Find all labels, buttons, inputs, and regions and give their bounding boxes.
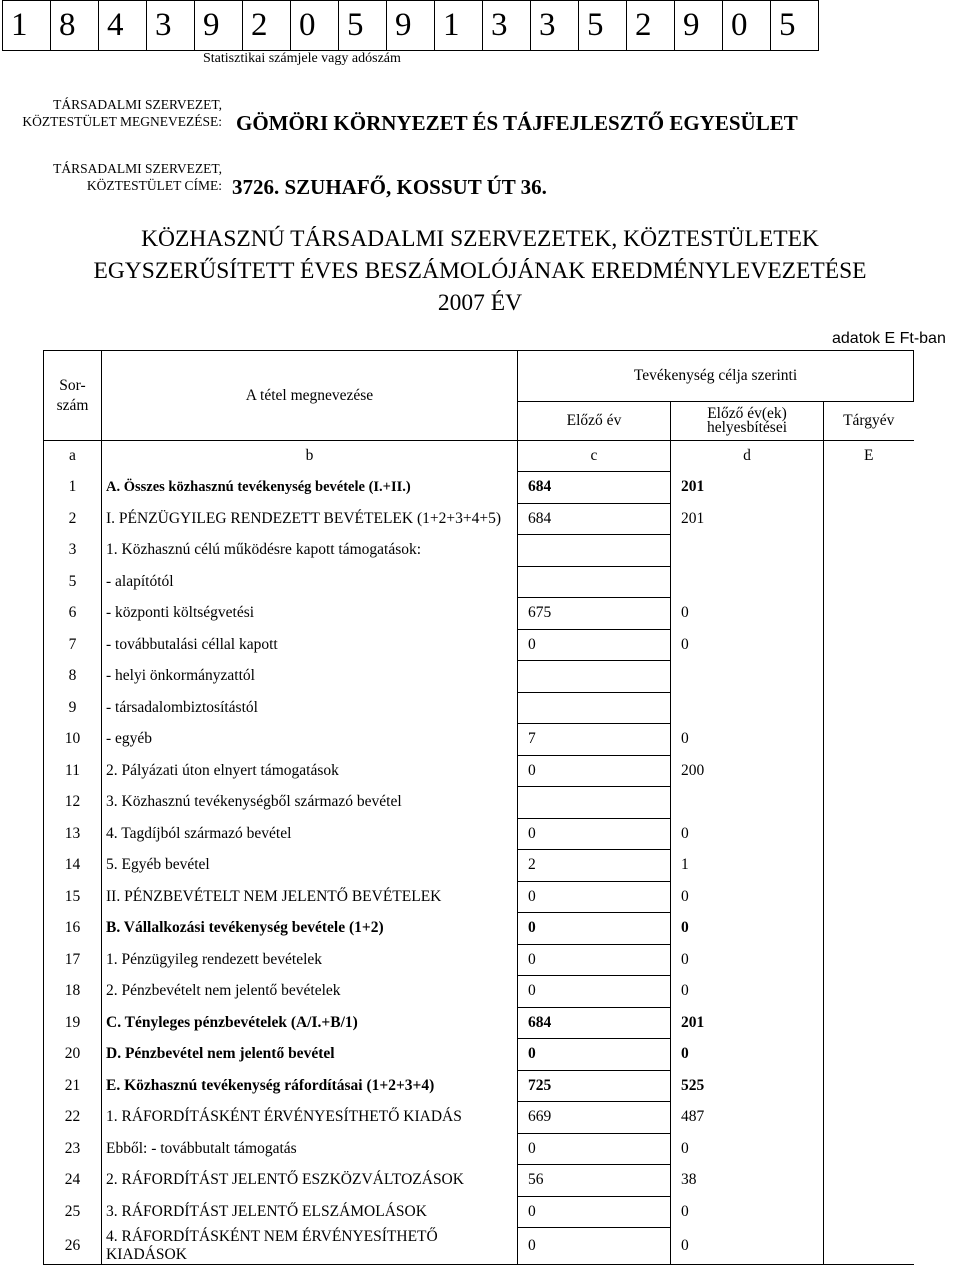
table-row bbox=[44, 598, 914, 630]
tax-digit: 1 bbox=[435, 1, 483, 50]
row-number: 16 bbox=[44, 913, 102, 945]
org-name-label: TÁRSADALMI SZERVEZET, KÖZTESTÜLET MEGNEVEZÉSE: bbox=[22, 97, 222, 129]
row-label: - alapítótól bbox=[102, 566, 518, 598]
row-previous-year: 0 bbox=[518, 818, 671, 850]
row-number: 18 bbox=[44, 976, 102, 1008]
row-label: II. PÉNZBEVÉTELT NEM JELENTŐ BEVÉTELEK bbox=[102, 881, 518, 913]
column-letter: E bbox=[824, 441, 914, 472]
table-row bbox=[44, 1228, 914, 1265]
row-label: 3. Közhasznú tevékenységből származó bevétel bbox=[102, 787, 518, 819]
row-previous-year: 0 bbox=[518, 881, 671, 913]
table-row bbox=[44, 976, 914, 1008]
row-number: 8 bbox=[44, 661, 102, 693]
table-row bbox=[44, 1102, 914, 1134]
row-label: - továbbutalási céllal kapott bbox=[102, 629, 518, 661]
row-number: 3 bbox=[44, 535, 102, 567]
row-previous-year: 0 bbox=[518, 1228, 671, 1265]
row-number: 23 bbox=[44, 1133, 102, 1165]
row-previous-year: 0 bbox=[518, 629, 671, 661]
row-number: 15 bbox=[44, 881, 102, 913]
row-label: 2. RÁFORDÍTÁST JELENTŐ ESZKÖZVÁLTOZÁSOK bbox=[102, 1165, 518, 1197]
row-current-year bbox=[824, 1007, 914, 1039]
row-current-year bbox=[824, 629, 914, 661]
row-previous-year: 675 bbox=[518, 598, 671, 630]
table-row bbox=[44, 1039, 914, 1071]
row-current-year bbox=[824, 818, 914, 850]
row-label: 4. Tagdíjból származó bevétel bbox=[102, 818, 518, 850]
tax-digit: 3 bbox=[147, 1, 195, 50]
row-current-year bbox=[824, 1102, 914, 1134]
header-row-number: Sor- szám bbox=[44, 351, 102, 441]
row-label: - társadalombiztosítástól bbox=[102, 692, 518, 724]
row-label: - központi költségvetési bbox=[102, 598, 518, 630]
row-corrections: 201 bbox=[671, 1007, 824, 1039]
row-corrections bbox=[671, 661, 824, 693]
table-row bbox=[44, 944, 914, 976]
org-address: 3726. SZUHAFŐ, KOSSUT ÚT 36. bbox=[232, 175, 547, 199]
tax-digit: 5 bbox=[579, 1, 627, 50]
table-row bbox=[44, 1165, 914, 1197]
table-row bbox=[44, 818, 914, 850]
row-label: 5. Egyéb bevétel bbox=[102, 850, 518, 882]
row-previous-year: 56 bbox=[518, 1165, 671, 1197]
row-current-year bbox=[824, 598, 914, 630]
row-current-year bbox=[824, 692, 914, 724]
row-label: A. Összes közhasznú tevékenység bevétele (I.+II.) bbox=[102, 472, 518, 504]
row-label: - egyéb bbox=[102, 724, 518, 756]
row-previous-year: 669 bbox=[518, 1102, 671, 1134]
row-corrections: 525 bbox=[671, 1070, 824, 1102]
row-corrections: 0 bbox=[671, 1228, 824, 1265]
row-corrections: 0 bbox=[671, 881, 824, 913]
row-current-year bbox=[824, 503, 914, 535]
row-corrections: 0 bbox=[671, 976, 824, 1008]
row-previous-year: 0 bbox=[518, 913, 671, 945]
row-corrections bbox=[671, 692, 824, 724]
row-corrections: 0 bbox=[671, 629, 824, 661]
column-letter: a bbox=[44, 441, 102, 472]
row-label: 2. Pályázati úton elnyert támogatások bbox=[102, 755, 518, 787]
row-corrections: 200 bbox=[671, 755, 824, 787]
row-current-year bbox=[824, 850, 914, 882]
tax-digit: 9 bbox=[195, 1, 243, 50]
row-corrections: 0 bbox=[671, 1196, 824, 1228]
table-row bbox=[44, 881, 914, 913]
row-current-year bbox=[824, 944, 914, 976]
tax-digit: 0 bbox=[291, 1, 339, 50]
row-number: 26 bbox=[44, 1228, 102, 1265]
row-current-year bbox=[824, 755, 914, 787]
tax-digit: 9 bbox=[387, 1, 435, 50]
table-row bbox=[44, 755, 914, 787]
table-row bbox=[44, 1007, 914, 1039]
unit-note: adatok E Ft-ban bbox=[832, 330, 946, 347]
row-previous-year: 684 bbox=[518, 1007, 671, 1039]
row-current-year bbox=[824, 1228, 914, 1265]
row-label: B. Vállalkozási tevékenység bevétele (1+2) bbox=[102, 913, 518, 945]
row-label: 1. RÁFORDÍTÁSKÉNT ÉRVÉNYESÍTHETŐ KIADÁS bbox=[102, 1102, 518, 1134]
header-current-year: Tárgyév bbox=[824, 402, 914, 441]
row-current-year bbox=[824, 472, 914, 504]
row-corrections: 1 bbox=[671, 850, 824, 882]
row-number: 12 bbox=[44, 787, 102, 819]
table-row bbox=[44, 692, 914, 724]
row-label: Ebből: - továbbutalt támogatás bbox=[102, 1133, 518, 1165]
row-previous-year: 684 bbox=[518, 503, 671, 535]
header-corrections: Előző év(ek) helyesbítései bbox=[671, 402, 824, 441]
row-current-year bbox=[824, 566, 914, 598]
row-current-year bbox=[824, 1070, 914, 1102]
row-corrections: 0 bbox=[671, 913, 824, 945]
column-letter: c bbox=[518, 441, 671, 472]
header-item-name: A tétel megnevezése bbox=[102, 351, 518, 441]
row-previous-year: 684 bbox=[518, 472, 671, 504]
tax-number-caption: Statisztikai számjele vagy adószám bbox=[203, 51, 401, 66]
row-number: 14 bbox=[44, 850, 102, 882]
tax-digit: 5 bbox=[339, 1, 387, 50]
tax-digit: 2 bbox=[627, 1, 675, 50]
row-previous-year: 0 bbox=[518, 755, 671, 787]
row-previous-year: 725 bbox=[518, 1070, 671, 1102]
tax-digit: 1 bbox=[3, 1, 51, 50]
header-letters-row bbox=[44, 441, 914, 472]
row-current-year bbox=[824, 661, 914, 693]
row-previous-year: 7 bbox=[518, 724, 671, 756]
row-current-year bbox=[824, 1133, 914, 1165]
row-number: 22 bbox=[44, 1102, 102, 1134]
table-row bbox=[44, 913, 914, 945]
tax-digit: 0 bbox=[723, 1, 771, 50]
row-label: 4. RÁFORDÍTÁSKÉNT NEM ÉRVÉNYESÍTHETŐ KIADÁSOK bbox=[102, 1228, 518, 1265]
row-number: 17 bbox=[44, 944, 102, 976]
row-current-year bbox=[824, 913, 914, 945]
tax-digit: 3 bbox=[531, 1, 579, 50]
row-label: C. Tényleges pénzbevételek (A/I.+B/1) bbox=[102, 1007, 518, 1039]
row-previous-year: 0 bbox=[518, 976, 671, 1008]
header-group: Tevékenység célja szerinti bbox=[518, 351, 914, 402]
row-current-year bbox=[824, 976, 914, 1008]
table-row bbox=[44, 629, 914, 661]
row-number: 1 bbox=[44, 472, 102, 504]
row-previous-year: 0 bbox=[518, 1039, 671, 1071]
row-previous-year bbox=[518, 692, 671, 724]
row-number: 13 bbox=[44, 818, 102, 850]
row-previous-year: 0 bbox=[518, 944, 671, 976]
row-corrections: 201 bbox=[671, 503, 824, 535]
row-corrections bbox=[671, 566, 824, 598]
row-label: E. Közhasznú tevékenység ráfordításai (1+2+3+4) bbox=[102, 1070, 518, 1102]
table-row bbox=[44, 724, 914, 756]
header-previous-year: Előző év bbox=[518, 402, 671, 441]
table-row bbox=[44, 661, 914, 693]
table-row bbox=[44, 472, 914, 504]
table-row bbox=[44, 787, 914, 819]
tax-digit: 9 bbox=[675, 1, 723, 50]
table-row bbox=[44, 503, 914, 535]
table-row bbox=[44, 1196, 914, 1228]
column-letter: b bbox=[102, 441, 518, 472]
tax-digit: 3 bbox=[483, 1, 531, 50]
row-number: 19 bbox=[44, 1007, 102, 1039]
row-number: 20 bbox=[44, 1039, 102, 1071]
table-row bbox=[44, 1133, 914, 1165]
row-previous-year: 0 bbox=[518, 1133, 671, 1165]
row-corrections: 0 bbox=[671, 724, 824, 756]
table-row bbox=[44, 535, 914, 567]
row-number: 24 bbox=[44, 1165, 102, 1197]
table-row bbox=[44, 566, 914, 598]
row-number: 9 bbox=[44, 692, 102, 724]
row-current-year bbox=[824, 724, 914, 756]
row-current-year bbox=[824, 881, 914, 913]
row-corrections bbox=[671, 535, 824, 567]
row-number: 2 bbox=[44, 503, 102, 535]
row-number: 21 bbox=[44, 1070, 102, 1102]
row-corrections: 0 bbox=[671, 818, 824, 850]
row-label: I. PÉNZÜGYILEG RENDEZETT BEVÉTELEK (1+2+3+4+5) bbox=[102, 503, 518, 535]
page-title: KÖZHASZNÚ TÁRSADALMI SZERVEZETEK, KÖZTESTÜLETEK EGYSZERŰSÍTETT ÉVES BESZÁMOLÓJÁNAK EREDMÉNYLEVEZETÉSE 2007 ÉV bbox=[93, 226, 867, 316]
row-corrections: 0 bbox=[671, 598, 824, 630]
row-previous-year bbox=[518, 535, 671, 567]
row-label: - helyi önkormányzattól bbox=[102, 661, 518, 693]
row-corrections: 201 bbox=[671, 472, 824, 504]
row-number: 7 bbox=[44, 629, 102, 661]
row-label: 3. RÁFORDÍTÁST JELENTŐ ELSZÁMOLÁSOK bbox=[102, 1196, 518, 1228]
row-number: 25 bbox=[44, 1196, 102, 1228]
row-current-year bbox=[824, 1165, 914, 1197]
row-current-year bbox=[824, 1039, 914, 1071]
row-label: 2. Pénzbevételt nem jelentő bevételek bbox=[102, 976, 518, 1008]
org-name: GÖMÖRI KÖRNYEZET ÉS TÁJFEJLESZTŐ EGYESÜLET bbox=[236, 111, 798, 135]
row-previous-year bbox=[518, 566, 671, 598]
tax-digit: 8 bbox=[51, 1, 99, 50]
row-current-year bbox=[824, 1196, 914, 1228]
row-number: 6 bbox=[44, 598, 102, 630]
table-row bbox=[44, 1070, 914, 1102]
row-number: 5 bbox=[44, 566, 102, 598]
income-statement-table bbox=[43, 350, 914, 1265]
table-row bbox=[44, 850, 914, 882]
tax-digit: 2 bbox=[243, 1, 291, 50]
row-previous-year: 0 bbox=[518, 1196, 671, 1228]
tax-digit: 4 bbox=[99, 1, 147, 50]
row-corrections: 38 bbox=[671, 1165, 824, 1197]
column-letter: d bbox=[671, 441, 824, 472]
row-corrections: 0 bbox=[671, 1133, 824, 1165]
row-number: 11 bbox=[44, 755, 102, 787]
tax-digit: 5 bbox=[771, 1, 819, 50]
row-previous-year: 2 bbox=[518, 850, 671, 882]
tax-number-boxes bbox=[2, 0, 819, 51]
row-previous-year bbox=[518, 787, 671, 819]
row-label: 1. Közhasznú célú működésre kapott támogatások: bbox=[102, 535, 518, 567]
row-corrections: 0 bbox=[671, 1039, 824, 1071]
row-corrections bbox=[671, 787, 824, 819]
row-label: 1. Pénzügyileg rendezett bevételek bbox=[102, 944, 518, 976]
row-corrections: 487 bbox=[671, 1102, 824, 1134]
org-address-label: TÁRSADALMI SZERVEZET, KÖZTESTÜLET CÍME: bbox=[53, 161, 222, 193]
row-previous-year bbox=[518, 661, 671, 693]
row-current-year bbox=[824, 787, 914, 819]
table-header-row-1 bbox=[44, 351, 914, 402]
row-corrections: 0 bbox=[671, 944, 824, 976]
row-label: D. Pénzbevétel nem jelentő bevétel bbox=[102, 1039, 518, 1071]
row-current-year bbox=[824, 535, 914, 567]
row-number: 10 bbox=[44, 724, 102, 756]
